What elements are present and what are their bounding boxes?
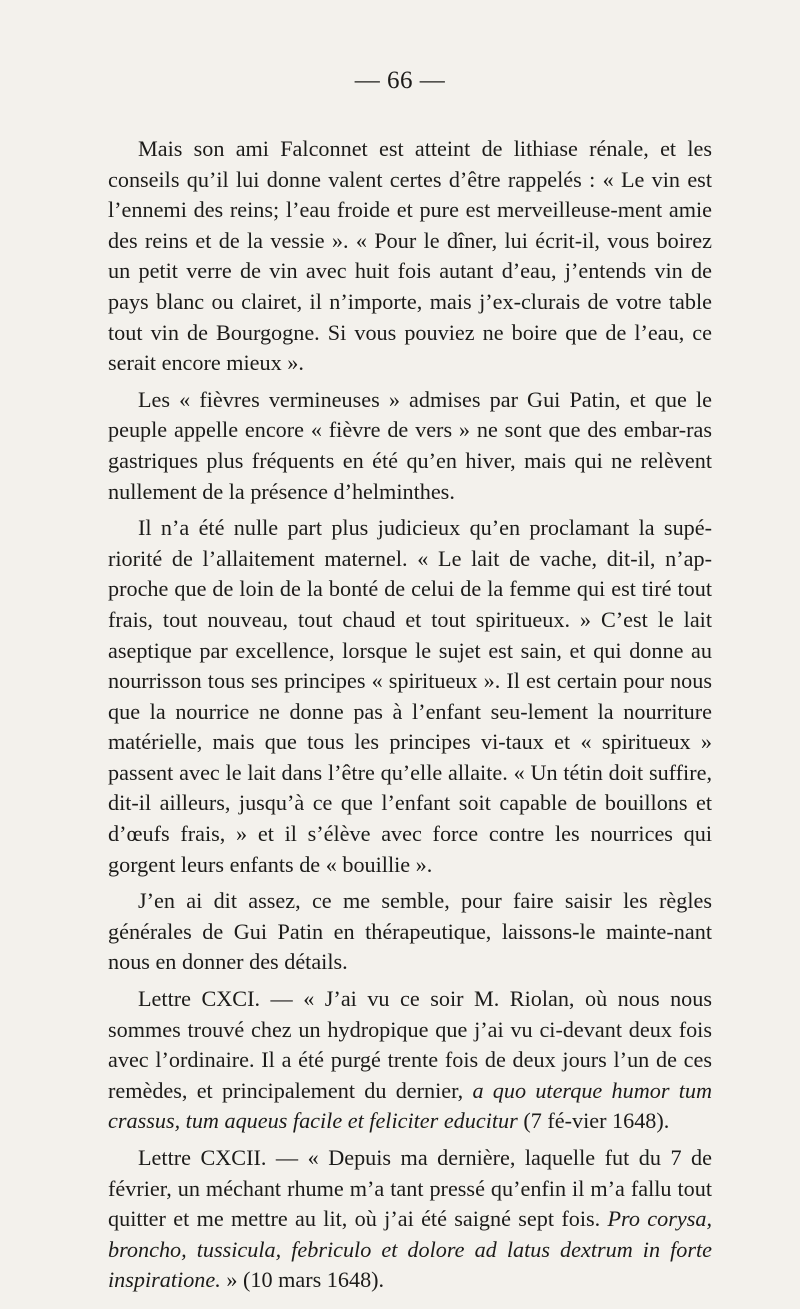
letter-cxcii-text: Lettre CXCII. — « Depuis ma dernière, laquelle fut du 7 de février, un méchant rhume m’a tant pressé qu’enfin il m’a fallu tout quitter et me mettre au lit, où j’ai été saigné sept fois. — [108, 1145, 712, 1232]
letter-cxcii-latin: Pro corysa, broncho, tussicula, febriculo et dolore ad latus dextrum in forte inspiratione. — [108, 1206, 712, 1293]
page-number: — 66 — — [354, 67, 446, 94]
paragraph-falconnet: Mais son ami Falconnet est atteint de lithiase rénale, et les conseils qu’il lui donne valent certes d’être rappelés : « Le vin est l’ennemi des reins; l’eau froide et pure est merveilleuse-ment amie des reins et de la vessie ». « Pour le dîner, lui écrit-il, vous boirez un petit verre de vin avec huit fois autant d’eau, j’entends vin de pays blanc ou clairet, il n’importe, mais j’ex-clurais de votre table tout vin de Bourgogne. Si vous pouviez ne boire que de l’eau, ce serait encore mieux ». — [108, 136, 712, 376]
letter-cxcii-date: » (10 mars 1648). — [220, 1267, 385, 1293]
paragraph-lettre-cxci — [108, 984, 712, 1137]
letter-cxci-text: Lettre CXCI. — « J’ai vu ce soir M. Riolan, où nous nous sommes trouvé chez un hydropique que j’ai vu ci-devant deux fois avec l’ordinaire. Il a été purgé trente fois de deux jours l’un de ces remèdes, et principalement du dernier, — [108, 986, 712, 1103]
paragraph-therapeutique: J’en ai dit assez, ce me semble, pour faire saisir les règles générales de Gui Patin en thérapeutique, laissons-le mainte-nant nous en donner des détails. — [108, 888, 712, 975]
body-text — [108, 134, 712, 1302]
letter-cxci-date: (7 fé-vier 1648). — [517, 1108, 670, 1134]
letter-cxci-latin: a quo uterque humor tum crassus, tum aqueus facile et feliciter educitur — [108, 1077, 712, 1134]
paragraph-lettre-cxcii — [108, 1143, 712, 1296]
paragraph-allaitement: Il n’a été nulle part plus judicieux qu’en proclamant la supé-riorité de l’allaitement maternel. « Le lait de vache, dit-il, n’ap-proche que de loin de la bonté de celui de la femme qui est tiré tout frais, tout nouveau, tout chaud et tout spiritueux. » C’est le lait aseptique par excellence, lorsque le sujet est sain, et qui donne au nourrisson tous ses principes « spiritueux ». Il est certain pour nous que la nourrice ne donne pas à l’enfant seu-lement la nourriture matérielle, mais que tous les principes vi-taux et « spiritueux » passent avec le lait dans l’être qu’elle allaite. « Un tétin doit suffire, dit-il ailleurs, jusqu’à ce que l’enfant soit capable de bouillons et d’œufs frais, » et il s’élève avec force contre les nourrices qui gorgent leurs enfants de « bouillie ». — [108, 515, 712, 877]
paragraph-fievres-vermineuses: Les « fièvres vermineuses » admises par Gui Patin, et que le peuple appelle encore « fièvre de vers » ne sont que des embar-ras gastriques plus fréquents en été qu’en hiver, mais qui ne relèvent nullement de la présence d’helminthes. — [108, 386, 712, 504]
